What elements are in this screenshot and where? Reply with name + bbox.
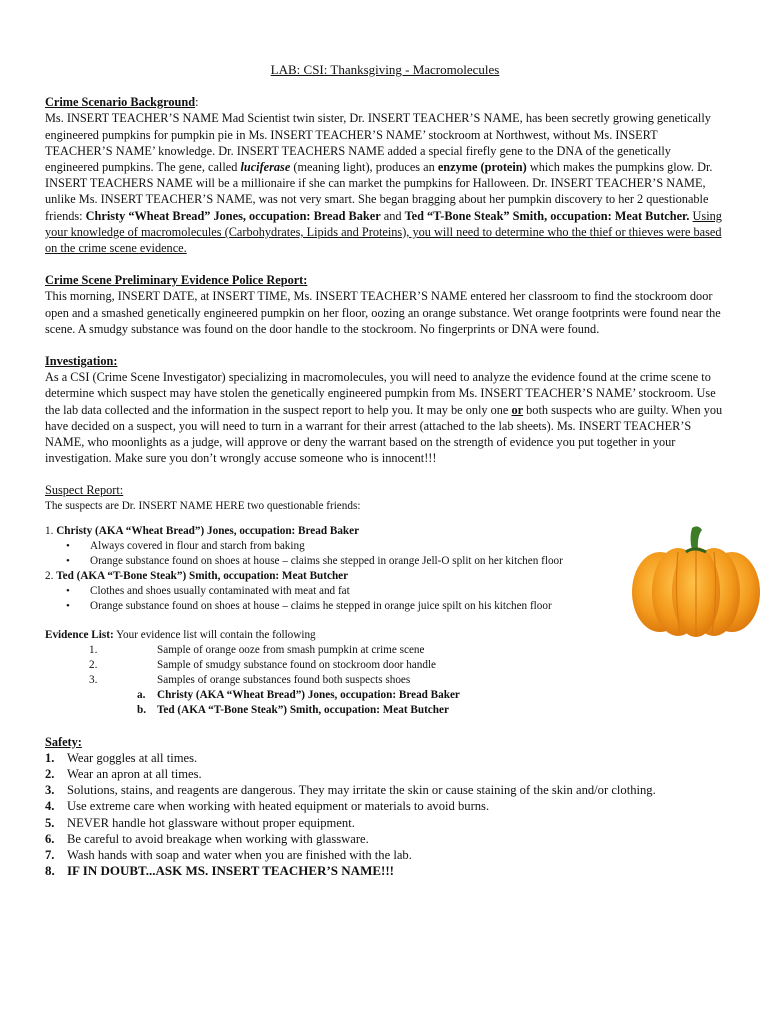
list-item: 4. Use extreme care when working with heated equipment or materials to avoid burns. <box>45 799 490 814</box>
suspect-1-name: Christy (AKA “Wheat Bread”) Jones, occupation: Bread Baker <box>56 524 360 537</box>
list-item: 3. Samples of orange substances found both suspects shoes <box>89 673 411 686</box>
safety-section <box>45 734 725 880</box>
safety-list <box>45 750 725 880</box>
evidence-list <box>45 643 725 688</box>
task-instruction: Using your knowledge of macromolecules (Carbohydrates, Lipids and Proteins), you will need to determine who the thief or thieves were based on the crime scene evidence. <box>45 208 722 256</box>
suspect-report-section: Suspect Report: The suspects are Dr. INSERT NAME HERE two questionable friends: 1. Christy (AKA “Wheat Bread”) Jones, occupation: Bread Baker • Always covered in flour and starch from baking • Orange substance found on shoes at house – claims she stepped in orange Jell-O split on her kitchen floor 2. Ted (AKA “T-Bone Steak”) Smith, occupation: Meat Butcher • Clothes and shoes usually contaminated with meat and fat • Orange substance found on shoes at house – claims he stepped in orange juice spilt on his kitchen floor <box>45 482 725 613</box>
list-item: 1. Wear goggles at all times. <box>45 750 198 765</box>
page-title: LAB: CSI: Thanksgiving - Macromolecules <box>270 62 500 77</box>
list-item: • Orange substance found on shoes at house – claims he stepped in orange juice spilt on his kitchen floor <box>90 599 725 614</box>
pumpkin-icon <box>626 522 766 638</box>
background-text-1: Ms. INSERT TEACHER’S NAME Mad Scientist twin sister, Dr. INSERT TEACHER’S NAME, has been secretly growing genetically engineered pumpkins for pumpkin pie in Ms. INSERT TEACHER’S NAME’ stockroom at Northwest, without Ms. INSERT TEACHER’S NAME’ knowledge. Dr. INSERT TEACHERS NAME added a special firefly gene to the DNA of the genetically engineered pumpkins. The gene, called <box>45 111 711 175</box>
suspect-2-name: Ted (AKA “T-Bone Steak”) Smith, occupation: Meat Butcher <box>56 569 349 582</box>
police-report-section <box>45 272 725 337</box>
list-item: 2. Sample of smudgy substance found on stockroom door handle <box>89 658 437 671</box>
police-report-text: This morning, INSERT DATE, at INSERT TIME, Ms. INSERT TEACHER’S NAME entered her classroom to find the stockroom door open and a smashed genetically engineered pumpkin on her floor, oozing an orange substance. Wet orange footprints were found near the scene. A smudgy substance was found on the door handle to the stockroom. No fingerprints or DNA were found. <box>45 289 721 336</box>
luciferase-term: luciferase <box>240 160 291 175</box>
safety-heading: Safety: <box>45 734 82 749</box>
investigation-section: Investigation: As a CSI (Crime Scene Investigator) specializing in macromolecules, you will need to analyze the evidence found at the crime scene to determine which suspect may have stolen the genetically engineered pumpkin from Ms. INSERT TEACHER’S NAME’ stockroom. Use the lab data collected and the information in the suspect report to help you. It may be only one or both suspects who are guilty. When you have decided on a suspect, you will need to turn in a warrant for their arrest (attached to the lab sheets). Ms. INSERT TEACHER’S NAME, who moonlights as a judge, will approve or deny the warrant based on the strength of evidence you put together in your investigation. Make sure you don’t wrongly accuse someone who is innocent!!! <box>45 354 723 466</box>
list-item: 5. NEVER handle hot glassware without proper equipment. <box>45 815 355 830</box>
document-page <box>45 62 725 880</box>
or-emphasis: or <box>511 402 524 417</box>
background-heading: Crime Scenario Background <box>45 95 196 110</box>
suspect-1-mention: Christy “Wheat Bread” Jones, occupation: Bread Baker <box>85 208 381 223</box>
background-section: Crime Scenario Background: Ms. INSERT TEACHER’S NAME Mad Scientist twin sister, Dr. INSERT TEACHER’S NAME, has been secretly growing genetically engineered pumpkins for pumpkin pie in Ms. INSERT TEACHER’S NAME’ stockroom at Northwest, without Ms. INSERT TEACHER’S NAME’ knowledge. Dr. INSERT TEACHERS NAME added a special firefly gene to the DNA of the genetically engineered pumpkins. The gene, called luciferase (meaning light), produces an enzyme (protein) which makes the pumpkins glow. Dr. INSERT TEACHERS NAME will be a millionaire if she can market the pumpkins for Halloween. Dr. INSERT TEACHER’S NAME, unlike Ms. INSERT TEACHER’S NAME, was not very smart. She began bragging about her pumpkin discovery to her 2 questionable friends: Christy “Wheat Bread” Jones, occupation: Bread Baker and Ted “T-Bone Steak” Smith, occupation: Meat Butcher. Using your knowledge of macromolecules (Carbohydrates, Lipids and Proteins), you will need to determine who the thief or thieves were based on the crime scene evidence. <box>45 95 722 256</box>
list-item: • Orange substance found on shoes at house – claims she stepped in orange Jell-O split on her kitchen floor <box>90 554 725 569</box>
suspect-1-facts <box>45 539 725 569</box>
suspect-2-mention: Ted “T-Bone Steak” Smith, occupation: Meat Butcher. <box>404 208 690 223</box>
enzyme-term: enzyme (protein) <box>437 160 527 175</box>
list-item: • Clothes and shoes usually contaminated with meat and fat <box>90 584 725 599</box>
list-item: 3. Solutions, stains, and reagents are dangerous. They may irritate the skin or cause staining of the skin and/or clothing. <box>45 783 656 798</box>
list-item: 1. Sample of orange ooze from smash pumpkin at crime scene <box>89 643 425 656</box>
evidence-label: Evidence List: <box>45 628 114 641</box>
suspect-report-heading: Suspect Report: <box>45 483 124 498</box>
list-item: 6. Be careful to avoid breakage when working with glassware. <box>45 831 369 846</box>
evidence-section: Evidence List: Your evidence list will contain the following 1. Sample of orange ooze from smash pumpkin at crime scene 2. Sample of smudgy substance found on stockroom door handle 3. Samples of orange substances found both suspects shoes a. Christy (AKA “Wheat Bread”) Jones, occupation: Bread Baker b. Ted (AKA “T-Bone Steak”) Smith, occupation: Meat Butcher <box>45 628 725 718</box>
suspect-2-facts <box>45 584 725 614</box>
investigation-heading: Investigation: <box>45 354 118 369</box>
police-report-heading: Crime Scene Preliminary Evidence Police Report: <box>45 273 308 288</box>
list-item: • Always covered in flour and starch from baking <box>90 539 725 554</box>
list-item: 8. IF IN DOUBT...ASK MS. INSERT TEACHER’S NAME!!! <box>45 863 394 879</box>
list-item: 7. Wash hands with soap and water when you are finished with the lab. <box>45 848 412 863</box>
list-item: a. Christy (AKA “Wheat Bread”) Jones, occupation: Bread Baker <box>137 688 460 701</box>
list-item: b. Ted (AKA “T-Bone Steak”) Smith, occupation: Meat Butcher <box>137 703 449 716</box>
evidence-sublist <box>45 688 725 718</box>
suspect-report-intro: The suspects are Dr. INSERT NAME HERE two questionable friends: <box>45 499 361 512</box>
list-item: 2. Wear an apron at all times. <box>45 767 202 782</box>
